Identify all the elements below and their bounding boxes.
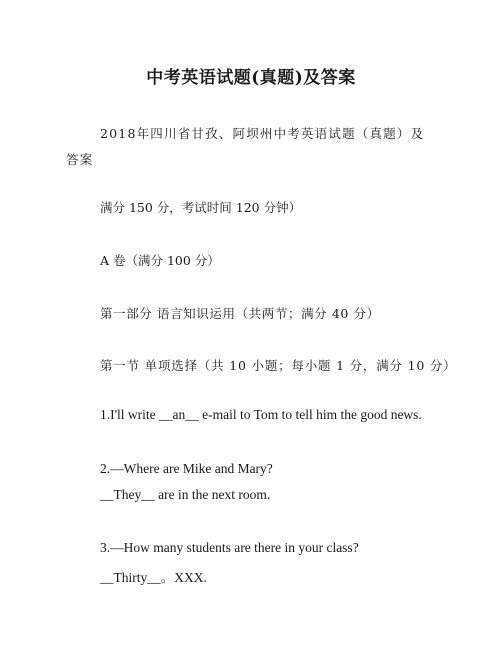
exam-subtitle: 2018年四川省甘孜、阿坝州中考英语试题（真题）及答案 bbox=[66, 126, 425, 167]
question-2-text: 2.—Where are Mike and Mary? bbox=[100, 461, 273, 476]
part-one-heading: 第一部分 语言知识运用（共两节；满分 40 分） bbox=[100, 306, 380, 321]
question-1-text: 1.I'll write __an__ e-mail to Tom to tell him the good news. bbox=[100, 407, 422, 422]
section-one-heading: 第一节 单项选择（共 10 小题；每小题 1 分，满分 10 分） bbox=[100, 358, 457, 373]
question-3-answer: __Thirty__。XXX. bbox=[100, 570, 207, 585]
paper-a-line: A 卷（满分 100 分） bbox=[100, 253, 220, 268]
question-2-answer: __They__ are in the next room. bbox=[100, 487, 271, 502]
document-title: 中考英语试题(真题)及答案 bbox=[146, 68, 356, 88]
score-time-line: 满分 150 分，考试时间 120 分钟） bbox=[100, 200, 302, 215]
question-3-text: 3.—How many students are there in your class? bbox=[100, 540, 359, 555]
